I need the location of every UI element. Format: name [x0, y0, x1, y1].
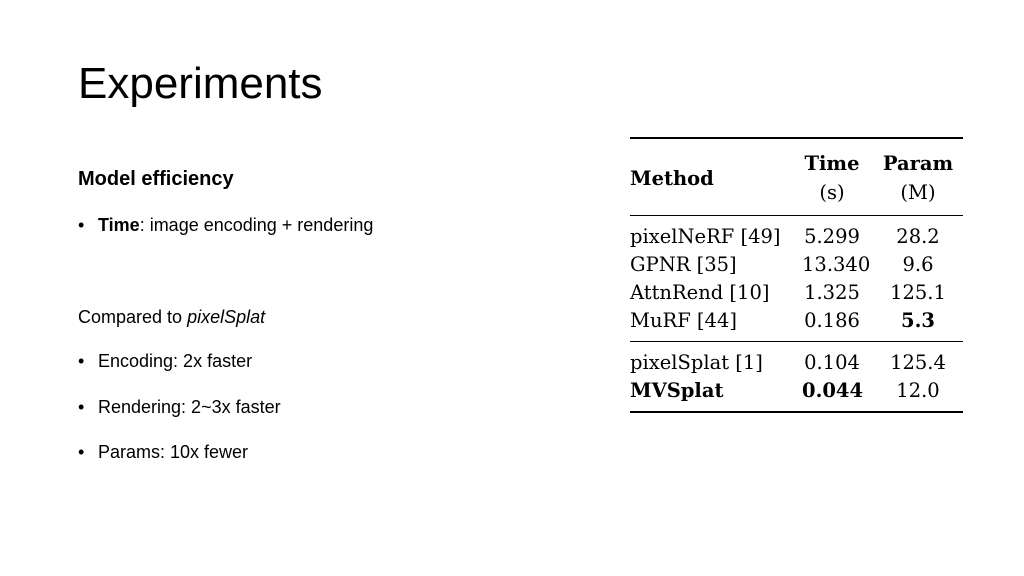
table-mid-rule — [630, 341, 963, 342]
time-cell: 1.325 — [804, 281, 860, 304]
bullet-dot: • — [78, 351, 85, 371]
method-cell: AttnRend [10] — [630, 281, 770, 304]
method-cell: GPNR [35] — [630, 253, 737, 276]
table-row — [630, 377, 963, 405]
bullet-text: Rendering: 2~3x faster — [98, 397, 281, 417]
time-bullet-label: Time — [98, 215, 140, 235]
bullet-text: Params: 10x fewer — [98, 442, 249, 462]
param-cell-best: 5.3 — [901, 309, 935, 332]
param-cell: 9.6 — [902, 253, 934, 276]
header-time: Time — [804, 152, 860, 175]
time-cell: 13.340 — [802, 253, 871, 276]
bullet-dot: • — [78, 397, 85, 417]
time-cell-best: 0.044 — [802, 379, 864, 402]
header-time-unit: (s) — [819, 181, 845, 204]
bullet-rendering — [78, 396, 281, 418]
table-row — [630, 279, 963, 307]
bullet-dot: • — [78, 442, 85, 462]
compare-target: pixelSplat — [187, 307, 266, 327]
slide-title: Experiments — [78, 59, 323, 108]
method-cell-ours: MVSplat — [630, 379, 724, 402]
time-cell: 0.186 — [804, 309, 860, 332]
param-cell: 12.0 — [896, 379, 940, 402]
table-row — [630, 349, 963, 377]
table-row — [630, 223, 963, 251]
time-cell: 5.299 — [804, 225, 860, 248]
method-cell: MuRF [44] — [630, 309, 737, 332]
compare-line — [78, 306, 265, 328]
section-heading: Model efficiency — [78, 168, 234, 190]
table-header-rule — [630, 215, 963, 216]
header-param-unit: (M) — [900, 181, 936, 204]
table-bottom-rule — [630, 411, 963, 413]
bullet-dot: • — [78, 215, 85, 235]
bullet-encoding — [78, 350, 252, 372]
time-bullet-text: : image encoding + rendering — [139, 215, 374, 235]
param-cell: 28.2 — [896, 225, 940, 248]
method-cell: pixelNeRF [49] — [630, 225, 781, 248]
param-cell: 125.1 — [890, 281, 946, 304]
table-header-row-2 — [630, 179, 963, 207]
table-row — [630, 251, 963, 279]
compare-prefix: Compared to — [78, 307, 188, 327]
bullet-text: Encoding: 2x faster — [98, 351, 253, 371]
header-method: Method — [630, 167, 714, 190]
method-cell: pixelSplat [1] — [630, 351, 763, 374]
param-cell: 125.4 — [890, 351, 946, 374]
bullet-params — [78, 441, 248, 463]
table-row — [630, 307, 963, 335]
time-cell: 0.104 — [804, 351, 860, 374]
time-bullet — [78, 214, 373, 236]
header-param: Param — [882, 152, 954, 175]
table-top-rule — [630, 137, 963, 139]
